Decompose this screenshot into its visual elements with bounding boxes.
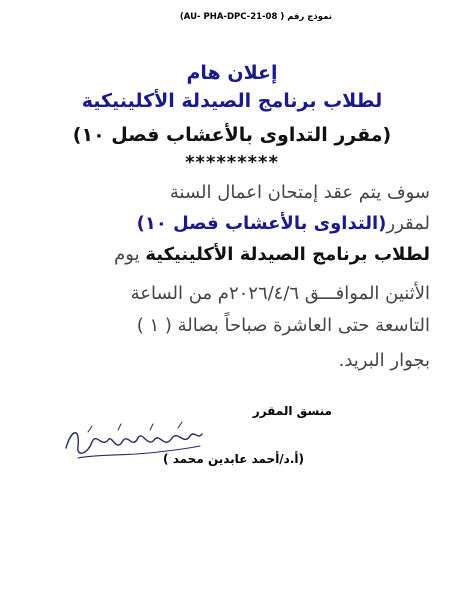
body-line-3 — [114, 244, 430, 265]
body-line-5: التاسعة حتى العاشرة صباحاً بصالة ( ١ ) — [136, 315, 430, 336]
body-line-4: الأثنين الموافـــق ٢٠٢٦/٤/٦م من الساعة — [130, 283, 430, 304]
body-line-3-program: لطلاب برنامج الصيدلة الأكلينيكية — [145, 244, 430, 265]
separator-stars: ********* — [185, 152, 279, 173]
coordinator-name: (أ.د/أحمد عابدين محمد ) — [163, 452, 304, 466]
course-title: (مقرر التداوى بالأعشاب فصل ١٠) — [72, 124, 392, 146]
body-line-3-suffix: يوم — [114, 244, 146, 265]
body-line-2 — [137, 213, 430, 234]
body-line-2-prefix: لمقرر — [386, 213, 430, 234]
program-title: لطلاب برنامج الصيدلة الأكلينيكية — [81, 90, 383, 112]
body-line-6: بجوار البريد. — [338, 350, 430, 371]
body-line-1: سوف يتم عقد إمتحان اعمال السنة — [169, 182, 430, 203]
form-code: نموذج رقم ( AU- PHA-DPC-21-08) — [179, 12, 332, 22]
body-line-2-course: (التداوى بالأعشاب فصل ١٠) — [136, 213, 387, 234]
announcement-title: إعلان هام — [186, 62, 278, 84]
coordinator-title: منسق المقرر — [252, 404, 332, 418]
